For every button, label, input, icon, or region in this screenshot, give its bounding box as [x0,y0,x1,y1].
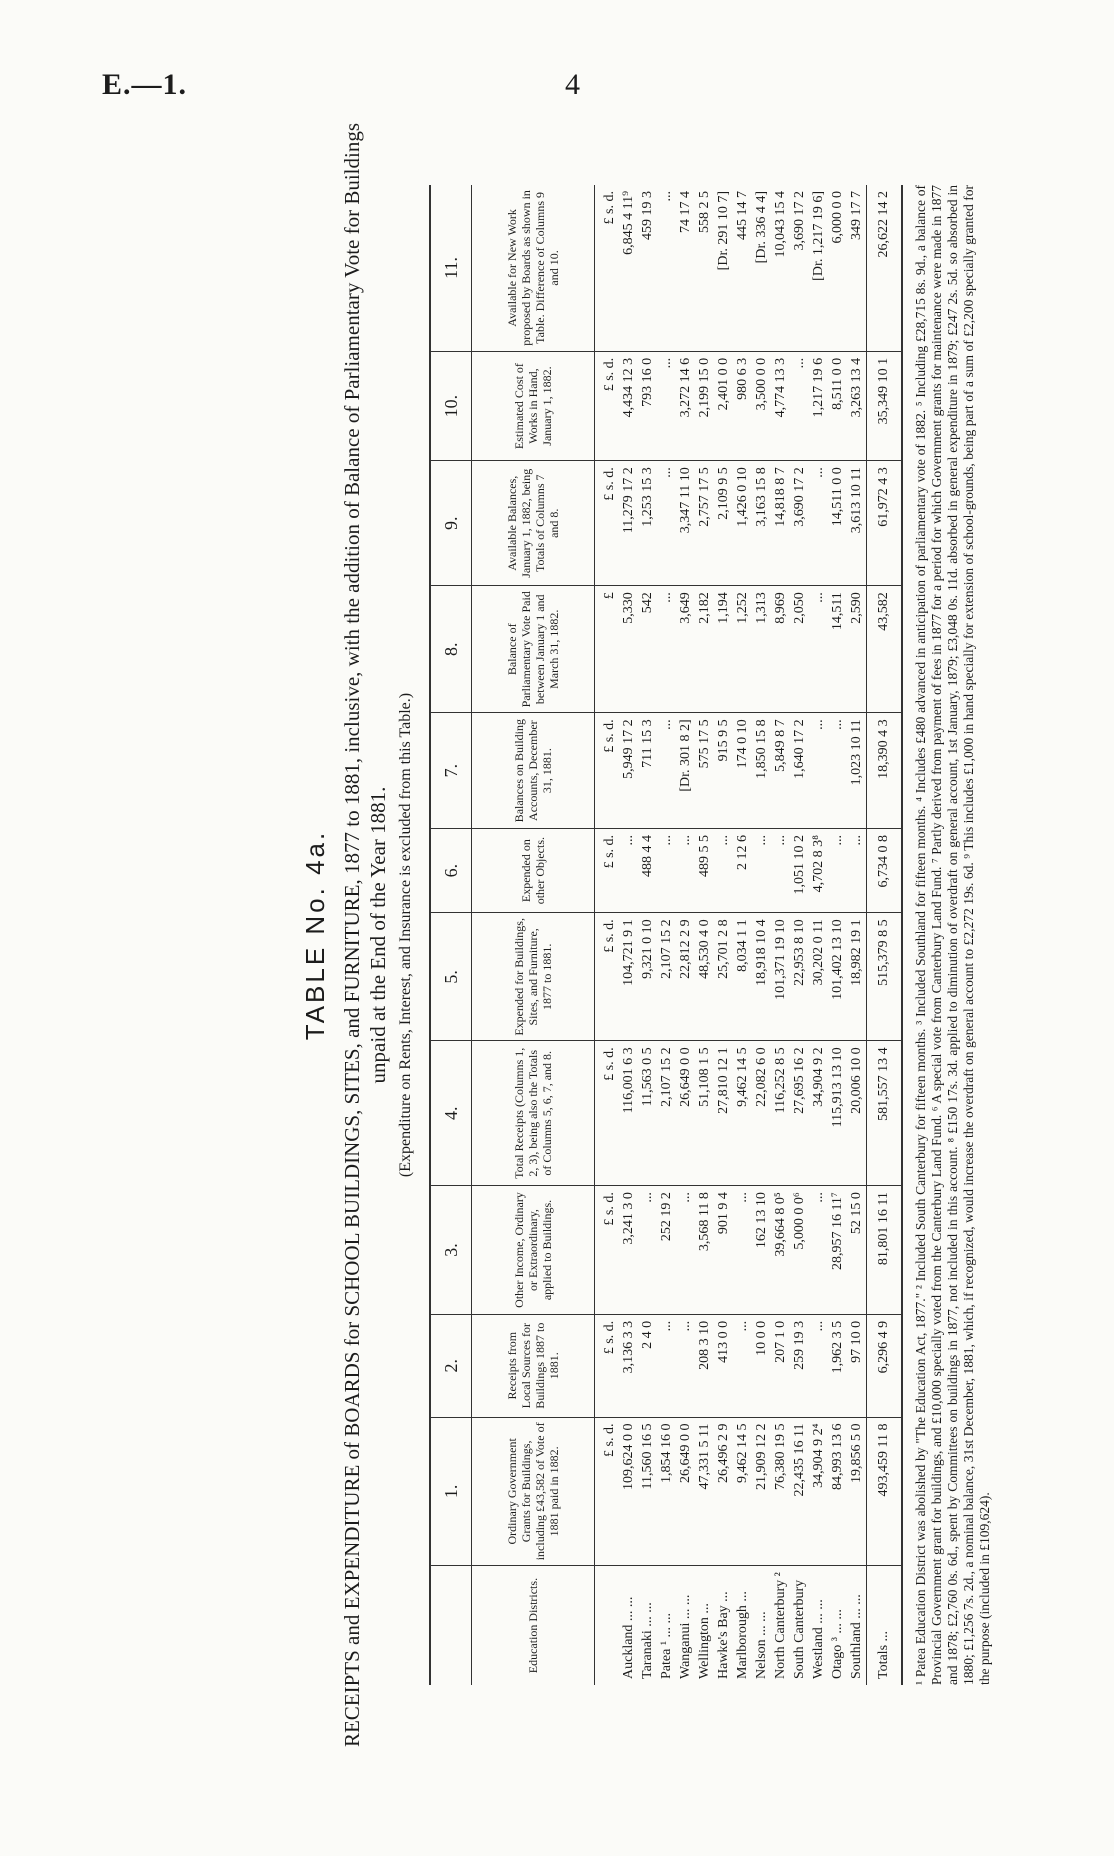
total-cell: 515,379 8 5 [867,913,903,1041]
value-cell: 2,182 [695,586,714,713]
table-row [771,185,790,1685]
value-cell: 26,649 0 0 [676,1041,695,1186]
value-cell: 48,530 4 0 [695,913,714,1041]
value-cell: 3,690 17 2 [790,461,809,586]
title-block [300,95,415,1775]
page-number: 4 [565,68,580,101]
value-cell: 22,812 2 9 [676,913,695,1041]
column-header-10: Estimated Cost of Works in Hand, January 1, 1882. [472,351,595,460]
value-cell: 14,511 0 0 [828,461,847,586]
column-number-7: 7. [430,713,472,829]
table-row [619,185,638,1685]
district-name: North Canterbury ² [771,1566,790,1685]
column-header-4: Total Receipts (Columns 1, 2, 3), being also the Totals of Columns 5, 6, 7, and 8. [472,1041,595,1186]
column-number-11: 11. [430,185,472,351]
value-cell: 2,050 [790,586,809,713]
value-cell: 1,253 15 3 [638,461,657,586]
district-name: Southland ... ... [847,1566,867,1685]
value-cell: 39,664 8 0⁵ [771,1186,790,1315]
column-number-10: 10. [430,351,472,460]
value-cell: ... [619,828,638,912]
value-cell: [Dr. 301 8 2] [676,713,695,829]
value-cell: 30,202 0 11 [809,913,828,1041]
unit-cell: £ s. d. [595,461,620,586]
column-number-9: 9. [430,461,472,586]
value-cell: 47,331 5 11 [695,1417,714,1566]
value-cell: 542 [638,586,657,713]
value-cell: 11,563 0 5 [638,1041,657,1186]
value-cell: 793 16 0 [638,351,657,460]
value-cell: 20,006 10 0 [847,1041,867,1186]
total-cell: 18,390 4 3 [867,713,903,829]
value-cell: 413 0 0 [714,1314,733,1417]
value-cell: 19,856 5 0 [847,1417,867,1566]
column-number-1: 1. [430,1417,472,1566]
value-cell: ... [828,828,847,912]
unit-cell: £ [595,586,620,713]
column-number-8: 8. [430,586,472,713]
value-cell: 115,913 13 10 [828,1041,847,1186]
table-row [847,185,867,1685]
table-body [595,185,903,1685]
district-name: Otago ³ ... ... [828,1566,847,1685]
value-cell: ... [638,1186,657,1315]
value-cell: 1,313 [752,586,771,713]
value-cell: 76,380 19 5 [771,1417,790,1566]
value-cell: 97 10 0 [847,1314,867,1417]
total-cell: 6,734 0 8 [867,828,903,912]
value-cell: 4,774 13 3 [771,351,790,460]
value-cell: ... [714,828,733,912]
value-cell: 34,904 9 2 [809,1041,828,1186]
value-cell: 3,649 [676,586,695,713]
district-name: Westland ... ... [809,1566,828,1685]
total-cell: 35,349 10 1 [867,351,903,460]
value-cell: 3,241 3 0 [619,1186,638,1315]
value-cell: ... [676,1186,695,1315]
value-cell: 10 0 0 [752,1314,771,1417]
value-cell: 27,810 12 1 [714,1041,733,1186]
value-cell: 26,649 0 0 [676,1417,695,1566]
district-name: Hawke's Bay ... [714,1566,733,1685]
column-header-9: Available Balances, January 1, 1882, being Totals of Columns 7 and 8. [472,461,595,586]
value-cell: 1,850 15 8 [752,713,771,829]
value-cell: 74 17 4 [676,185,695,351]
value-cell: ... [657,461,676,586]
value-cell: 2 4 0 [638,1314,657,1417]
value-cell: 1,962 3 5 [828,1314,847,1417]
value-cell: 2 12 6 [733,828,752,912]
table-row [733,185,752,1685]
value-cell: 5,330 [619,586,638,713]
value-cell: 1,051 10 2 [790,828,809,912]
value-cell: 11,279 17 2 [619,461,638,586]
value-cell: 3,136 3 3 [619,1314,638,1417]
value-cell: ... [733,1186,752,1315]
value-cell: 101,371 19 10 [771,913,790,1041]
table-title: TABLE No. 4a. [300,829,330,1041]
value-cell: 3,568 11 8 [695,1186,714,1315]
value-cell: 116,001 6 3 [619,1041,638,1186]
unit-cell: £ s. d. [595,1041,620,1186]
column-number-row [430,185,472,1685]
value-cell: 6,000 0 0 [828,185,847,351]
value-cell: 18,982 19 1 [847,913,867,1041]
value-cell: 3,263 13 4 [847,351,867,460]
column-number-3: 3. [430,1186,472,1315]
value-cell: 3,613 10 11 [847,461,867,586]
table-row [790,185,809,1685]
value-cell: 5,849 8 7 [771,713,790,829]
value-cell: 207 1 0 [771,1314,790,1417]
value-cell: ... [809,1314,828,1417]
value-cell: 8,034 1 1 [733,913,752,1041]
value-cell: 349 17 7 [847,185,867,351]
value-cell: 252 19 2 [657,1186,676,1315]
column-header-11: Available for New Work proposed by Boards as shown in Table. Difference of Columns 9 and 10. [472,185,595,351]
value-cell: 915 9 5 [714,713,733,829]
column-number-2: 2. [430,1314,472,1417]
total-cell: 61,972 4 3 [867,461,903,586]
district-name: Marlborough ... [733,1566,752,1685]
column-header-8: Balance of Parliamentary Vote Paid between January 1 and March 31, 1882. [472,586,595,713]
value-cell: 22,435 16 11 [790,1417,809,1566]
value-cell: 14,511 [828,586,847,713]
value-cell: ... [676,828,695,912]
value-cell: ... [657,351,676,460]
value-cell: 8,969 [771,586,790,713]
value-cell: 104,721 9 1 [619,913,638,1041]
value-cell: ... [657,1314,676,1417]
value-cell: 259 19 3 [790,1314,809,1417]
value-cell: 5,949 17 2 [619,713,638,829]
value-cell: 1,640 17 2 [790,713,809,829]
unit-cell: £ s. d. [595,1186,620,1315]
column-header-row [472,185,595,1685]
value-cell: 4,702 8 3⁸ [809,828,828,912]
table-row [714,185,733,1685]
value-cell: ... [828,713,847,829]
footnotes: ¹ Patea Education District was abolished by "The Education Act, 1877." ² Included South Canterbury for fifteen months. ³ Included Southland for fifteen months. ⁴ Includes £480 advanced in anticipation of parliamentary vote of 1882. ⁵ Including £28,715 8s. 9d., a balance of Provincial Government grant for buildings, and £10,000 specially voted from the Canterbury Land Fund. ⁶ A special vote from Canterbury Land Fund. ⁷ Partly derived from payment of fees in 1877 for a period for which Government grants for maintenance were made in 1877 and 1878; £2,760 0s. 6d., spent by Committees on buildings in 1877, not included in this account. ⁸ £150 17s. 3d. applied to diminution of overdraft on general account, 1st January, 1879; £3,048 0s. 11d. absorbed in general expenditure in 1879; £247 2s. 5d. so absorbed in 1880; £1,256 7s. 2d., a nominal balance, 31st December, 1881, which, if recognized, would increase the overdraft on general account to £2,272 19s. 6d. ⁹ This includes £1,000 in hand specially for extension of school-grounds, being part of a sum of £2,200 specially granted for the purpose (included in £109,624). [913,185,992,1685]
value-cell: 9,462 14 5 [733,1041,752,1186]
unit-cell [595,1566,620,1685]
column-header-3: Other Income, Ordinary or Extraordinary, applied to Buildings. [472,1186,595,1315]
value-cell: ... [657,185,676,351]
column-header-0: Education Districts. [472,1566,595,1685]
value-cell: 980 6 3 [733,351,752,460]
table-row [752,185,771,1685]
unit-cell: £ s. d. [595,828,620,912]
value-cell: 3,500 0 0 [752,351,771,460]
district-name: Wanganui ... ... [676,1566,695,1685]
value-cell: 2,199 15 0 [695,351,714,460]
value-cell: 52 15 0 [847,1186,867,1315]
value-cell: 22,082 6 0 [752,1041,771,1186]
totals-label: Totals ... [867,1566,903,1685]
value-cell: 459 19 3 [638,185,657,351]
value-cell: 28,957 16 11⁷ [828,1186,847,1315]
value-cell: 11,560 16 5 [638,1417,657,1566]
district-name: Wellington ... [695,1566,714,1685]
value-cell: ... [733,1314,752,1417]
value-cell: 22,953 8 10 [790,913,809,1041]
value-cell: 445 14 7 [733,185,752,351]
value-cell: 1,023 10 11 [847,713,867,829]
value-cell: ... [790,351,809,460]
table-row [809,185,828,1685]
value-cell: ... [657,828,676,912]
value-cell: 2,109 9 5 [714,461,733,586]
value-cell: 27,695 16 2 [790,1041,809,1186]
value-cell: 116,252 8 5 [771,1041,790,1186]
table-row [828,185,847,1685]
value-cell: 208 3 10 [695,1314,714,1417]
totals-row [867,185,903,1685]
column-number-5: 5. [430,913,472,1041]
value-cell: ... [676,1314,695,1417]
unit-cell: £ s. d. [595,913,620,1041]
value-cell: 26,496 2 9 [714,1417,733,1566]
total-cell: 581,557 13 4 [867,1041,903,1186]
unit-cell: £ s. d. [595,185,620,351]
column-number-4: 4. [430,1041,472,1186]
value-cell: 488 4 4 [638,828,657,912]
value-cell: 4,434 12 3 [619,351,638,460]
value-cell: 575 17 5 [695,713,714,829]
value-cell: 21,909 12 2 [752,1417,771,1566]
value-cell: 162 13 10 [752,1186,771,1315]
unit-cell: £ s. d. [595,1417,620,1566]
column-header-1: Ordinary Government Grants for Buildings, including £43,582 of Vote of 1881 paid in 1882. [472,1417,595,1566]
value-cell: 3,347 11 10 [676,461,695,586]
value-cell: 1,252 [733,586,752,713]
value-cell: 34,904 9 2⁴ [809,1417,828,1566]
district-name: Auckland ... ... [619,1566,638,1685]
total-cell: 6,296 4 9 [867,1314,903,1417]
value-cell: 711 15 3 [638,713,657,829]
value-cell: 1,217 19 6 [809,351,828,460]
column-header-2: Receipts from Local Sources for Buildings 1887 to 1881. [472,1314,595,1417]
value-cell: ... [809,461,828,586]
total-cell: 81,801 16 11 [867,1186,903,1315]
value-cell: [Dr. 1,217 19 6] [809,185,828,351]
value-cell: 3,163 15 8 [752,461,771,586]
receipts-expenditure-table [429,185,903,1685]
value-cell: 10,043 15 4 [771,185,790,351]
district-name: South Canterbury [790,1566,809,1685]
unit-cell: £ s. d. [595,351,620,460]
table-subcaption: (Expenditure on Rents, Interest, and Insurance is excluded from this Table.) [397,692,414,1178]
value-cell: 2,757 17 5 [695,461,714,586]
value-cell: 6,845 4 11⁹ [619,185,638,351]
value-cell: 2,590 [847,586,867,713]
value-cell: ... [771,828,790,912]
value-cell: 2,401 0 0 [714,351,733,460]
value-cell: 489 5 5 [695,828,714,912]
value-cell: 174 0 10 [733,713,752,829]
value-cell: 5,000 0 0⁶ [790,1186,809,1315]
column-header-6: Expended on other Objects. [472,828,595,912]
value-cell: 84,993 13 6 [828,1417,847,1566]
column-header-5: Expended for Buildings, Sites, and Furniture, 1877 to 1881. [472,913,595,1041]
district-name: Patea ¹ ... ... [657,1566,676,1685]
total-cell: 26,622 14 2 [867,185,903,351]
table-row [676,185,695,1685]
table-row [695,185,714,1685]
value-cell: [Dr. 336 4 4] [752,185,771,351]
value-cell: ... [752,828,771,912]
value-cell: 3,690 17 2 [790,185,809,351]
value-cell: 1,194 [714,586,733,713]
total-cell: 493,459 11 8 [867,1417,903,1566]
value-cell: 558 2 5 [695,185,714,351]
value-cell: 3,272 14 6 [676,351,695,460]
value-cell: 14,818 8 7 [771,461,790,586]
value-cell: 18,918 10 4 [752,913,771,1041]
rotated-table-page [100,95,1100,1775]
value-cell: 2,107 15 2 [657,913,676,1041]
column-number-6: 6. [430,828,472,912]
value-cell: ... [657,713,676,829]
document-code: E.—1. [102,68,188,101]
district-name: Nelson ... ... [752,1566,771,1685]
value-cell: 25,701 2 8 [714,913,733,1041]
total-cell: 43,582 [867,586,903,713]
value-cell: ... [809,586,828,713]
value-cell: ... [809,1186,828,1315]
value-cell: 109,624 0 0 [619,1417,638,1566]
value-cell: 1,854 16 0 [657,1417,676,1566]
column-header-7: Balances on Building Accounts, December 31, 1881. [472,713,595,829]
value-cell: 9,321 0 10 [638,913,657,1041]
value-cell: 51,108 1 5 [695,1041,714,1186]
value-cell: 101,402 13 10 [828,913,847,1041]
value-cell: 2,107 15 2 [657,1041,676,1186]
unit-cell: £ s. d. [595,713,620,829]
value-cell: ... [809,713,828,829]
value-cell: 8,511 0 0 [828,351,847,460]
column-number-0 [430,1566,472,1685]
value-cell: 1,426 0 10 [733,461,752,586]
table-row [638,185,657,1685]
value-cell: ... [657,586,676,713]
district-name: Taranaki ... ... [638,1566,657,1685]
value-cell: 9,462 14 5 [733,1417,752,1566]
unit-row [595,185,620,1685]
value-cell: ... [847,828,867,912]
value-cell: 901 9 4 [714,1186,733,1315]
table-caption: RECEIPTS and EXPENDITURE of BOARDS for SCHOOL BUILDINGS, SITES, and FURNITURE, 1877 to 1881, inclusive, with the addition of Balance of Parliamentary Vote for Buildings unpaid at the End of the Year 1881. [340,122,390,1748]
value-cell: [Dr. 291 10 7] [714,185,733,351]
table-row [657,185,676,1685]
unit-cell: £ s. d. [595,1314,620,1417]
